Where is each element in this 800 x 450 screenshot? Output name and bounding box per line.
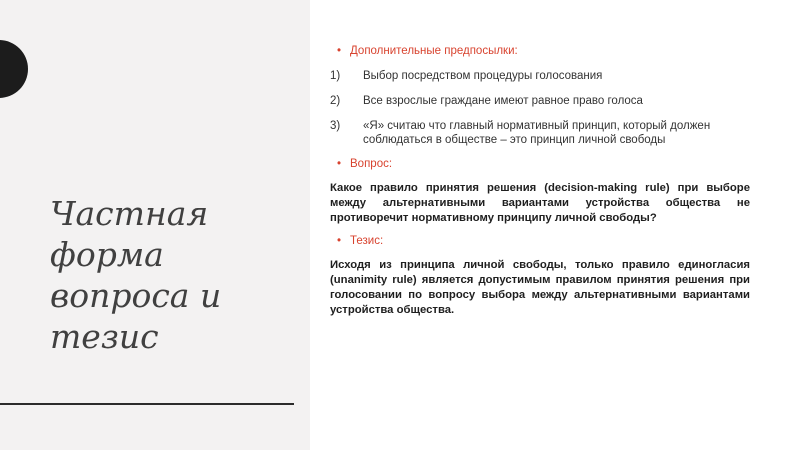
decorative-circle: [0, 40, 28, 98]
thesis-heading-text: Тезис:: [350, 235, 384, 247]
bullet-icon: •: [337, 158, 342, 170]
title-underline: [0, 403, 294, 405]
premise-item-2: [330, 94, 750, 108]
title-panel: [0, 0, 310, 450]
question-text: Какое правило принятия решения (decision-making rule) при выборе между альтернативными вариантами устройства общества не противоречит нормативному принципу личной свободы?: [330, 182, 750, 224]
premise-text: Выбор посредством процедуры голосования: [363, 70, 603, 82]
question-heading: [330, 157, 750, 172]
question-heading-text: Вопрос:: [350, 158, 393, 170]
premise-text: «Я» считаю что главный нормативный принцип, который должен соблюдаться в обществе – это принцип личной свободы: [363, 120, 711, 146]
bullet-icon: •: [337, 45, 342, 57]
slide-title: Частная форма вопроса и тезис: [50, 194, 222, 356]
premises-heading: [330, 44, 750, 59]
premises-heading-text: Дополнительные предпосылки:: [350, 45, 518, 57]
premise-number: 3): [330, 120, 341, 132]
premise-item-3: [330, 119, 750, 147]
thesis-text: Исходя из принципа личной свободы, только правило единогласия (unanimity rule) является допустимым правилом принятия решения при голосовании по вопросу выбора между альтернативными вариантами устройства общества.: [330, 259, 750, 316]
bullet-icon: •: [337, 235, 342, 247]
premise-item-1: [330, 69, 750, 83]
slide-content: [330, 44, 750, 318]
premise-text: Все взрослые граждане имеют равное право голоса: [363, 95, 643, 107]
premise-number: 2): [330, 95, 341, 107]
premise-number: 1): [330, 70, 341, 82]
thesis-heading: [330, 234, 750, 249]
